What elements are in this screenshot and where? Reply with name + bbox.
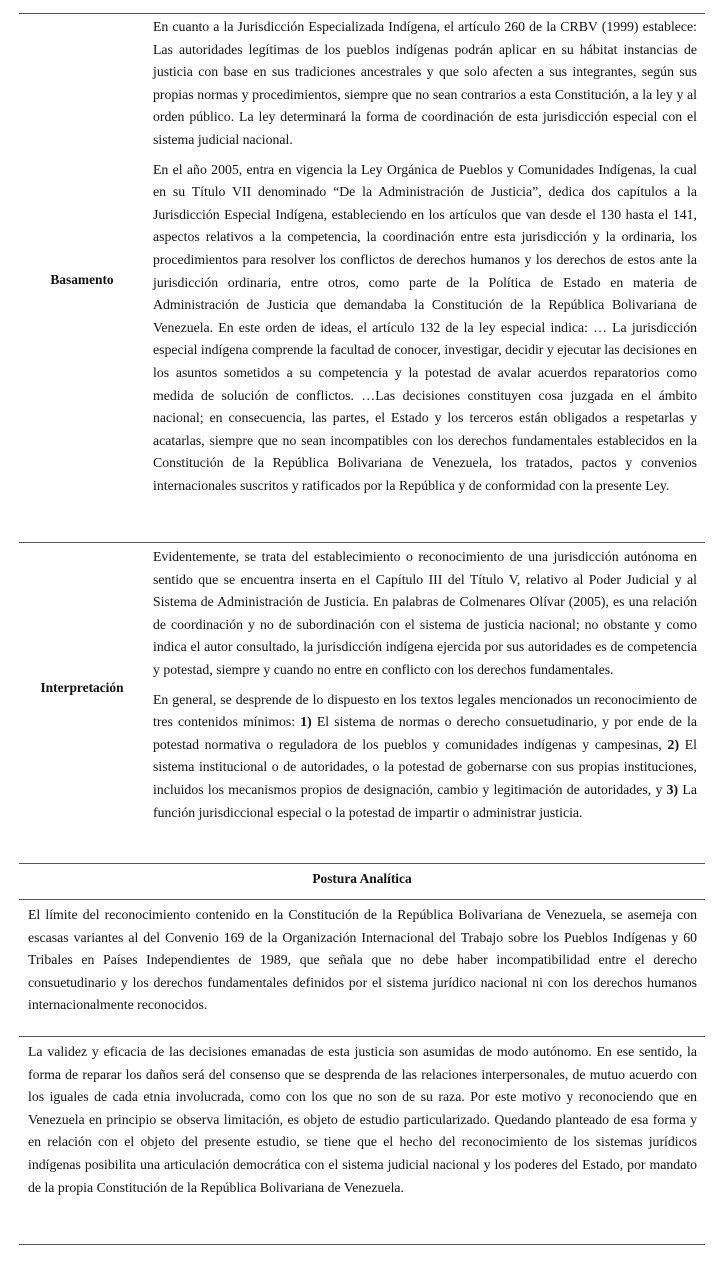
row-label-interpretacion: Interpretación — [40, 680, 124, 695]
interpretacion-paragraph-1: Evidentemente, se trata del establecimiento o reconocimiento de una jurisdicción autónoma en sentido que se encuentra inserta en el Capítulo III del Título V, relativo al Poder Judicial y al Sistema de Administración de Justicia. En palabras de Colmenares Olívar (2005), es una relación de coordinación y no de subordinación con el sistema de justicia nacional; no obstante y como indica el autor consultado, la jurisdicción indígena ejercida por sus autoridades es de competencia y potestad, siempre y cuando no entre en conflicto con los derechos fundamentales. — [153, 549, 697, 677]
p2-num-3: 3) — [666, 781, 679, 797]
basamento-paragraph-2: En el año 2005, entra en vigencia la Ley Orgánica de Pueblos y Comunidades Indígenas, la cual en su Título VII denominado “De la Administración de Justicia”, dedica dos capítulos a la Jurisdicción Especial Indígena, estableciendo en los artículos que van desde el 130 hasta el 141, aspectos relativos a la competencia, la coordinación entre esta jurisdicción y la ordinaria, los procedimientos para resolver los conflictos de derechos humanos y los derechos de estos ante la jurisdicción ordinaria, entre otros, como parte de la Política de Estado en materia de Administración de Justicia que demandaba la Constitución de la República Bolivariana de Venezuela. En este orden de ideas, el artículo 132 de la ley especial indica: … La jurisdicción especial indígena comprende la facultad de conocer, investigar, decidir y ejecutar las decisiones en los asuntos sometidos a su competencia y la potestad de avalar acuerdos reparatorios como medida de solución de conflictos. …Las decisiones constituyen cosa juzgada en el ámbito nacional; en consecuencia, las partes, el Estado y los terceros están obligados a respetarlas y acatarlas, siempre que no sean incompatibles con los derechos fundamentales establecidos en la Constitución de la República Bolivariana de Venezuela, los tratados, pactos y convenios internacionales suscritos y ratificados por la República y de conformidad con la presente Ley. — [153, 161, 698, 493]
table-top-rule — [19, 13, 705, 14]
p2-text-3: El sistema institucional o de autoridades, o la potestad de gobernarse con sus propias instituciones, incluidos los mecanismos propios de designación, cambio y legitimación de autoridades, y — [153, 736, 697, 797]
p2-num-2: 2) — [667, 736, 680, 752]
row-divider — [19, 863, 705, 864]
p2-text-2: El sistema de normas o derecho consuetudinario, y por ende de la potestad normativa o reguladora de los pueblos y comunidades indígenas y campesinas, — [153, 714, 697, 752]
p2-text-1: En general, se desprende de lo dispuesto en los textos legales mencionados un reconocimiento de tres contenidos mínimos: — [153, 691, 697, 730]
postura-paragraph-2: La validez y eficacia de las decisiones emanadas de esta justicia son asumidas de modo autónomo. En ese sentido, la forma de reparar los daños será del consenso que se desprenda de las relaciones interpersonales, de mutuo acuerdo con los iguales de cada etnia involucrada, como con los que no son de su raza. Por este motivo y reconociendo que en Venezuela en principio se observa limitación, es objeto de estudio particularizado. Quedando planteado de esa forma y en relación con el objeto del presente estudio, se tiene que el hecho del reconocimiento de los sistemas jurídicos indígenas posibilita una articulación democrática con el sistema judicial nacional y los poderes del Estado, por mandato de la propia Constitución de la República Bolivariana de Venezuela. — [28, 1044, 697, 1195]
interpretacion-paragraph-2 — [153, 689, 697, 825]
basamento-paragraph-1: En cuanto a la Jurisdicción Especializada Indígena, el artículo 260 de la CRBV (1999) establece: Las autoridades legítimas de los pueblos indígenas podrán aplicar en su hábitat instancias de justicia con base en sus tradiciones ancestrales y que solo afecten a sus integrantes, según sus propias normas y procedimientos, siempre que no sean contrarios a esta Constitución, a la ley y al orden público. La ley determinará la forma de coordinación de esta jurisdicción especial con el sistema judicial nacional. — [153, 19, 697, 147]
p2-num-1: 1) — [300, 714, 312, 730]
table-bottom-rule — [19, 1244, 705, 1245]
row-divider — [19, 542, 705, 543]
basamento-cell — [153, 16, 697, 497]
p2-text-4: La función jurisdiccional especial o la potestad de impartir o administrar justicia. — [153, 781, 697, 820]
row-divider — [19, 899, 705, 900]
row-divider — [19, 1036, 705, 1037]
postura-block-2 — [28, 1041, 697, 1199]
postura-heading: Postura Analítica — [312, 871, 412, 886]
row-label-basamento: Basamento — [50, 272, 114, 287]
postura-paragraph-1: El límite del reconocimiento contenido en la Constitución de la República Bolivariana de Venezuela, se asemeja con escasas variantes al del Convenio 169 de la Organización Internacional del Trabajo sobre los Pueblos Indígenas y 60 Tribales en Países Independientes de 1989, que señala que no debe haber incompatibilidad entre el derecho consuetudinario y los derechos fundamentales definidos por el sistema jurídico nacional ni con los derechos humanos internacionalmente reconocidos. — [28, 907, 697, 1013]
interpretacion-cell — [153, 546, 697, 824]
postura-block-1 — [28, 904, 697, 1017]
